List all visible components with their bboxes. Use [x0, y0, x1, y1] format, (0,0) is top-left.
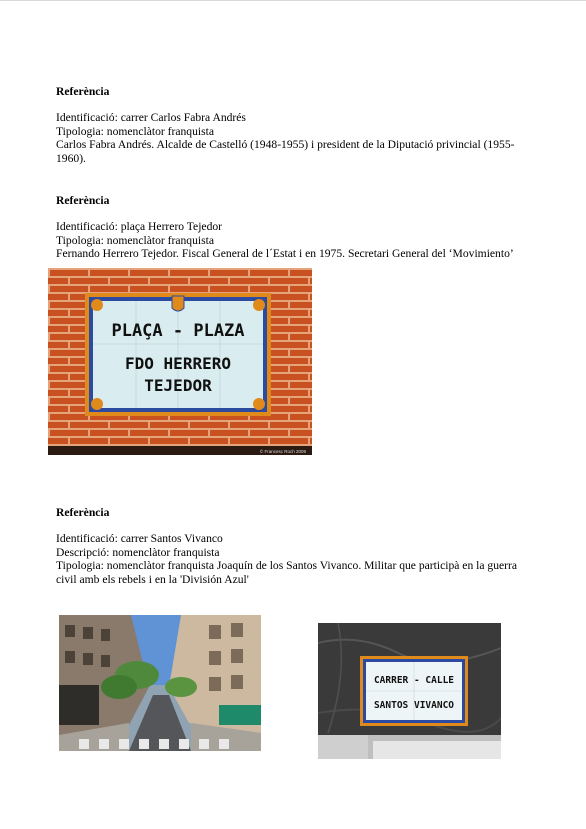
entry-description: Descripció: nomenclàtor franquista [56, 545, 220, 559]
entry-carlos-fabra [56, 85, 536, 165]
street-photo [59, 615, 261, 751]
entry-santos-vivanco [56, 506, 536, 586]
entry-identification: Identificació: carrer Carlos Fabra Andrés [56, 111, 246, 125]
street-sign-line1: CARRER - CALLE [373, 675, 455, 686]
entry-heading: Referència [56, 506, 110, 519]
entry-typology: Tipologia: nomenclàtor franquista [56, 124, 214, 138]
entry-heading: Referència [56, 194, 110, 207]
entry-typology: Tipologia: nomenclàtor franquista Joaquín de los Santos Vivanco. Militar que participà en la guerra civil amb els rebels i en la 'División Azul' [56, 559, 518, 586]
photo-credit: © Francesc Roch 2009 [259, 449, 306, 454]
entry-description: Fernando Herrero Tejedor. Fiscal General de l´Estat i en 1975. Secretari General del ‘Movimiento’ [56, 247, 514, 261]
plaza-sign-line2: FDO HERRERO [125, 354, 231, 373]
street-sign-photo [318, 623, 501, 759]
entry-description: Carlos Fabra Andrés. Alcalde de Castelló (1948-1955) i president de la Diputació privincial (1955-1960). [56, 138, 515, 165]
entry-herrero-tejedor [56, 194, 536, 261]
street-sign-line2: SANTOS VIVANCO [373, 700, 455, 711]
page-top-rule [0, 0, 586, 1]
entry-identification: Identificació: plaça Herrero Tejedor [56, 220, 223, 234]
entry-typology: Tipologia: nomenclàtor franquista [56, 233, 214, 247]
plaza-sign-line3: TEJEDOR [144, 376, 212, 395]
entry-identification: Identificació: carrer Santos Vivanco [56, 532, 223, 546]
plaza-sign-line1: PLAÇA - PLAZA [111, 321, 245, 341]
plaza-sign-photo [48, 268, 312, 455]
entry-heading: Referència [56, 85, 110, 98]
